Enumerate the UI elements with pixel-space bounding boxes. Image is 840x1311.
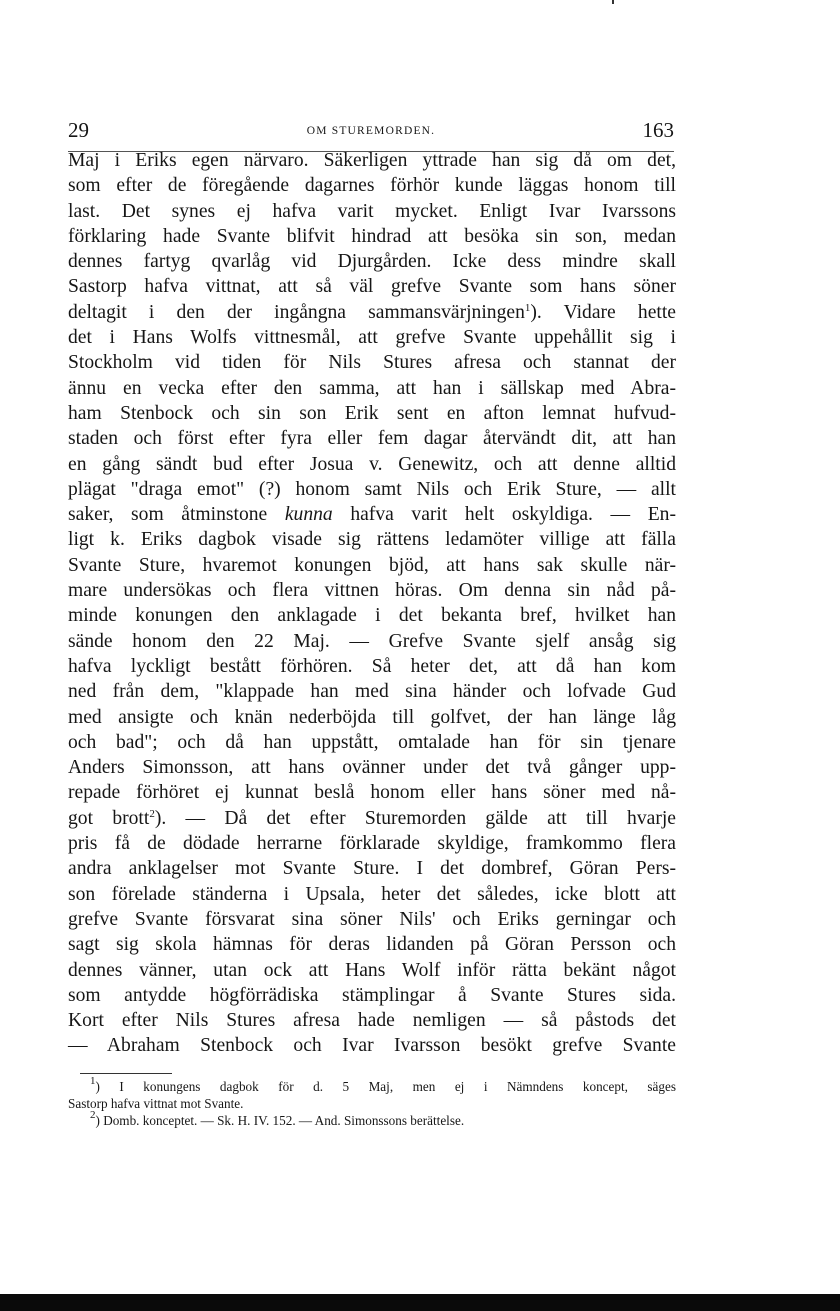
body-line (68, 806, 676, 831)
body-line (68, 452, 676, 477)
footnote-1-marker: 1 (90, 1075, 96, 1087)
body-line-text: Sastorp hafva vittnat, att så väl grefve Svante som hans söner (68, 276, 676, 298)
footnote-reference: 1 (524, 301, 531, 314)
body-line (68, 705, 676, 730)
body-line (68, 553, 676, 578)
body-line-text: som antydde högförrädiska stämplingar å Svante Stures sida. (68, 984, 676, 1006)
body-line (68, 907, 676, 932)
body-line-text: mare undersökas och flera vittnen höras. Om denna sin nåd på- (68, 580, 676, 602)
body-line-text: — Abraham Stenbock och Ivar Ivarsson besökt grefve Svante (68, 1035, 676, 1057)
footnote-1-line-2: Sastorp hafva vittnat mot Svante. (68, 1096, 244, 1111)
body-line-text: Stockholm vid tiden för Nils Stures afresa och stannat der (68, 352, 676, 374)
body-line (68, 249, 676, 274)
footnote-1-line-1 (68, 1075, 676, 1095)
body-line (68, 1033, 676, 1058)
body-line-text: Kort efter Nils Stures afresa hade nemligen — så påstods det (68, 1010, 676, 1032)
body-line (68, 679, 676, 704)
body-line (68, 300, 676, 325)
body-line-text: med ansigte och knän nederböjda till golfvet, der han länge låg (68, 706, 676, 728)
body-line-text: grefve Svante försvarat sina söner Nils' och Eriks gerningar och (68, 908, 676, 930)
body-line-text: det i Hans Wolfs vittnesmål, att grefve Svante uppehållit sig i (68, 327, 676, 349)
body-line-text: saker, som åtminstone (68, 504, 285, 526)
body-line (68, 755, 676, 780)
body-line-text: förklaring hade Svante blifvit hindrad att besöka sin son, medan (68, 225, 676, 247)
body-line (68, 932, 676, 957)
body-line (68, 603, 676, 628)
body-line (68, 882, 676, 907)
body-line-text-continued: ). Vidare hette (530, 301, 677, 323)
body-line (68, 350, 676, 375)
body-line-text: got brott (68, 807, 150, 829)
body-line (68, 958, 676, 983)
body-line-text: en gång sändt bud efter Josua v. Genewitz, och att denne alltid (68, 453, 676, 475)
footnote-2-text-1: ) Domb. konceptet. — Sk. H. IV. 152. — And. Simonssons berättelse. (95, 1113, 465, 1128)
body-line (68, 527, 676, 552)
body-line-text: Maj i Eriks egen närvaro. Säkerligen yttrade han sig då om det, (68, 150, 676, 171)
body-line (68, 426, 676, 451)
body-line-text: plägat "draga emot" (?) honom samt Nils och Erik Sture, — allt (68, 478, 676, 500)
body-line (68, 148, 676, 173)
body-line (68, 401, 676, 426)
body-line (68, 780, 676, 805)
body-line-text: som efter de föregående dagarnes förhör kunde läggas honom till (68, 175, 676, 197)
footnote-reference: 2 (149, 807, 155, 820)
body-line (68, 629, 676, 654)
body-line-text: ligt k. Eriks dagbok visade sig rättens ledamöter villige att fälla (68, 529, 676, 551)
body-line-text: dennes fartyg qvarlåg vid Djurgården. Icke dess mindre skall (68, 251, 676, 273)
body-line-text: dennes vänner, utan ock att Hans Wolf inför rätta bekänt något (68, 959, 676, 981)
body-line-text: minde konungen den anklagade i det bekanta bref, hvilket han (68, 605, 676, 627)
scan-bottom-edge (0, 1294, 840, 1311)
footnote-1-text-1: ) I konungens dagbok för d. 5 Maj, men ej i Nämndens koncept, säges (95, 1079, 676, 1094)
body-line-text: hafva lyckligt bestått förhören. Så heter det, att då han kom (68, 655, 676, 677)
body-line-text: last. Det synes ej hafva varit mycket. Enligt Ivar Ivarssons (68, 200, 676, 222)
left-page-number: 29 (68, 118, 89, 142)
right-page-number: 163 (642, 118, 674, 142)
footnotes (68, 1075, 676, 1129)
page-header (68, 118, 674, 144)
body-line (68, 199, 676, 224)
body-line-text-continued: hafva varit helt oskyldiga. — En- (332, 504, 676, 526)
body-line (68, 224, 676, 249)
body-line-text: son förelade ständerna i Upsala, heter det således, icke blott att (68, 883, 676, 905)
body-line (68, 983, 676, 1008)
body-line-text: sagt sig skola hämnas för deras lidanden på Göran Persson och (68, 934, 676, 956)
body-line-text: pris få de dödade herrarne förklarade skyldige, framkommo flera (68, 833, 676, 855)
body-line-text: andra anklagelser mot Svante Sture. I det dombref, Göran Pers- (68, 858, 676, 880)
footnote-2-marker: 2 (90, 1109, 96, 1121)
body-line (68, 477, 676, 502)
scan-speck (612, 0, 614, 4)
body-line (68, 274, 676, 299)
body-line-text: Svante Sture, hvaremot konungen bjöd, att hans sak skulle när- (68, 554, 676, 576)
body-line-text: ännu en vecka efter den samma, att han i sällskap med Abra- (68, 377, 676, 399)
body-line (68, 376, 676, 401)
running-title: OM STUREMORDEN. (306, 125, 436, 137)
footnote-rule (80, 1073, 172, 1074)
body-line (68, 173, 676, 198)
body-line (68, 856, 676, 881)
body-line-text: ned från dem, "klappade han med sina händer och lofvade Gud (68, 681, 676, 703)
emphasized-word: kunna (284, 504, 333, 526)
body-line-text: repade förhöret ej kunnat beslå honom eller hans söner med nå- (68, 782, 676, 804)
body-line-text: Anders Simonsson, att hans ovänner under det två gånger upp- (68, 757, 676, 779)
body-line-text: deltagit i den der ingångna sammansvärjningen (68, 301, 525, 323)
body-line (68, 1008, 676, 1033)
body-line-text: och bad"; och då han uppstått, omtalade han för sin tjenare (68, 731, 676, 753)
body-line (68, 831, 676, 856)
body-line-text-continued: ). — Då det efter Sturemorden gälde att till hvarje (154, 807, 676, 829)
body-line-text: staden och först efter fyra eller fem dagar återvändt dit, att han (68, 428, 676, 450)
body-line (68, 730, 676, 755)
footnote-2-line-1 (68, 1109, 676, 1129)
body-text (68, 148, 676, 1059)
body-line-text: ham Stenbock och sin son Erik sent en afton lemnat hufvud- (68, 402, 676, 424)
body-line (68, 578, 676, 603)
body-line-text: sände honom den 22 Maj. — Grefve Svante sjelf ansåg sig (68, 630, 676, 652)
body-line (68, 325, 676, 350)
body-line (68, 654, 676, 679)
body-line (68, 502, 676, 527)
